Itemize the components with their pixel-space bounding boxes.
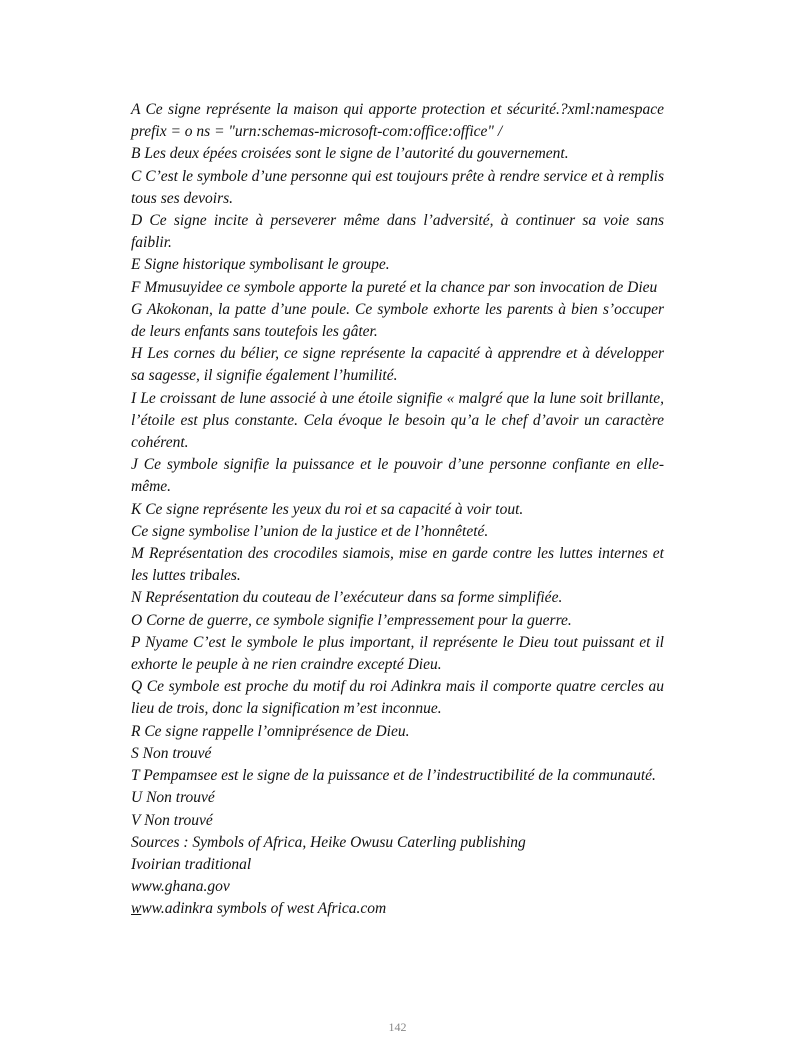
entry-a: A Ce signe représente la maison qui apporte protection et sécurité.?xml:namespace prefix = o ns = "urn:schemas-microsoft-com:office:office" / — [131, 101, 664, 141]
entry-q: Q Ce symbole est proche du motif du roi Adinkra mais il comporte quatre cercles au lieu de trois, donc la signification m’est inconnue. — [131, 678, 664, 718]
link-rest: ww.adinkra symbols of west Africa.com — [141, 900, 387, 918]
sources-traditional: Ivoirian traditional — [131, 855, 252, 873]
entry-o: O Corne de guerre, ce symbole signifie l’empressement pour la guerre. — [131, 611, 572, 629]
entry-h: H Les cornes du bélier, ce signe représente la capacité à apprendre et à développer sa sagesse, il signifie également l’humilité. — [131, 345, 664, 385]
sources-link-ghana[interactable]: www.ghana.gov — [131, 878, 230, 896]
entry-g: G Akokonan, la patte d’une poule. Ce symbole exhorte les parents à bien s’occuper de leurs enfants sans toutefois les gâter. — [131, 300, 664, 341]
entry-n: N Représentation du couteau de l’exécuteur dans sa forme simplifiée. — [131, 589, 563, 607]
entry-e: E Signe historique symbolisant le groupe. — [131, 256, 390, 274]
sources-line: Sources : Symbols of Africa, Heike Owusu Caterling publishing — [131, 833, 526, 851]
entry-k: K Ce signe représente les yeux du roi et sa capacité à voir tout. — [131, 500, 524, 518]
entry-d: D Ce signe incite à perseverer même dans l’adversité, à continuer sa voie sans faiblir. — [131, 212, 664, 252]
sources-link-adinkra[interactable] — [131, 898, 664, 920]
document-body — [131, 99, 664, 921]
entry-v: V Non trouvé — [131, 811, 213, 829]
entry-s: S Non trouvé — [131, 744, 212, 762]
entry-i: I Le croissant de lune associé à une étoile signifie « malgré que la lune soit brillante, l’étoile est plus constante. Cela évoque le besoin qu’a le chef d’avoir un caractère cohérent. — [131, 389, 664, 452]
entry-l: Ce signe symbolise l’union de la justice et de l’honnêteté. — [131, 522, 489, 540]
entry-c: C C’est le symbole d’une personne qui est toujours prête à rendre service et à remplis tous ses devoirs. — [131, 167, 664, 207]
entry-u: U Non trouvé — [131, 789, 215, 807]
entry-f: F Mmusuyidee ce symbole apporte la pureté et la chance par son invocation de Dieu — [131, 278, 658, 296]
entry-r: R Ce signe rappelle l’omniprésence de Dieu. — [131, 722, 410, 740]
entry-b: B Les deux épées croisées sont le signe de l’autorité du gouvernement. — [131, 145, 569, 163]
entry-j: J Ce symbole signifie la puissance et le pouvoir d’une personne confiante en elle-même. — [131, 456, 664, 496]
entry-p: P Nyame C’est le symbole le plus important, il représente le Dieu tout puissant et il exhorte le peuple à ne rien craindre excepté Dieu. — [131, 633, 664, 674]
link-first-letter: w — [131, 900, 142, 918]
entry-t: T Pempamsee est le signe de la puissance et de l’indestructibilité de la communauté. — [131, 767, 656, 785]
page-number: 142 — [388, 1020, 407, 1034]
entry-m: M Représentation des crocodiles siamois, mise en garde contre les luttes internes et les luttes tribales. — [131, 545, 664, 585]
